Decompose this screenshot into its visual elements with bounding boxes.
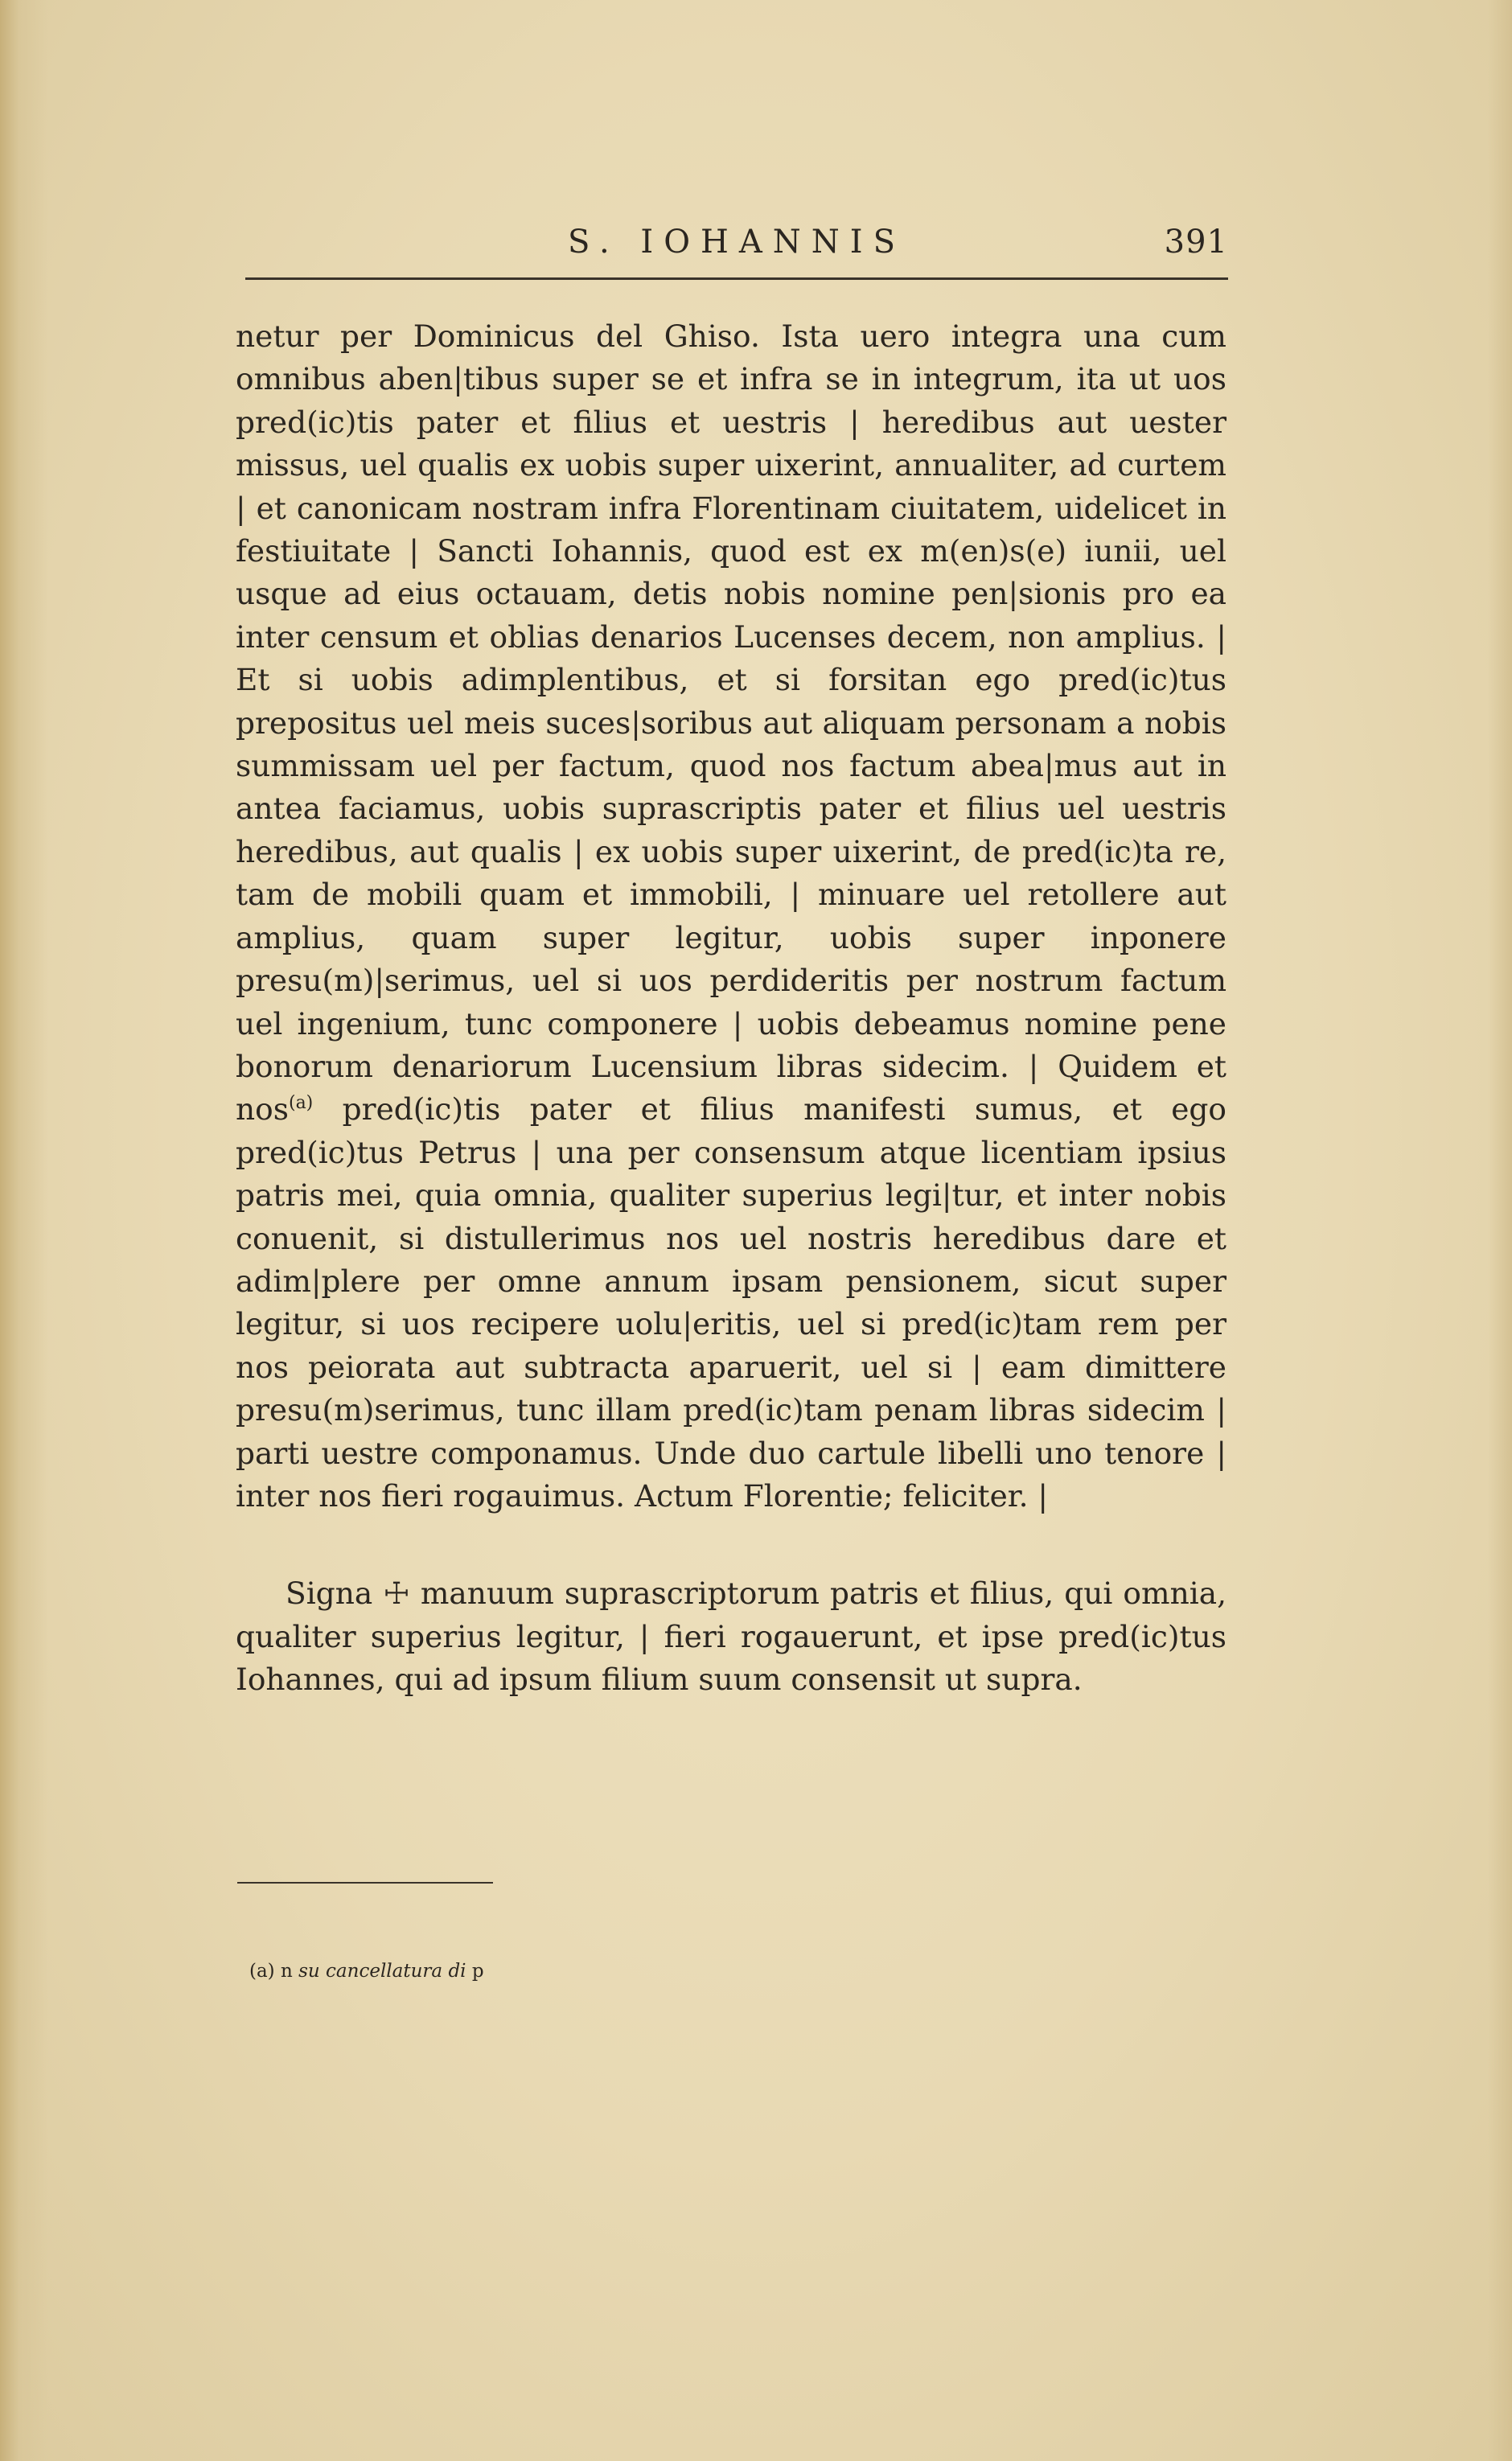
charter-text-part-1: netur per Dominicus del Ghiso. Ista uero integra una cum omnibus aben|tibus super se et infra se in integrum, ita ut uos pred(ic)tis pater et filius et uestris | heredibus aut uester missus, uel qualis ex uobis super uixerint, annualiter, ad curtem | et canonicam nostram infra Florentinam ciuitatem, uidelicet in festiuitate | Sancti Iohannis, quod est ex m(en)s(e) iunii, uel usque ad eius octauam, detis nobis nomine pen|sionis pro ea inter censum et oblias denarios Lucenses decem, non amplius. | Et si uobis adimplentibus, et si forsitan ego pred(ic)tus prepositus uel meis suces|soribus aut aliquam personam a nobis summissam uel per factum, quod nos factum abea|mus aut in antea faciamus, uobis suprascriptis pater et filius uel uestris heredibus, aut qualis | ex uobis super uixerint, de pred(ic)ta re, tam de mobili quam et immobili, | minuare uel retollere aut amplius, quam super legitur, uobis super inponere presu(m)|serimus, uel si uos perdideritis per nostrum factum uel ingenium, tunc componere | uobis debeamus nomine pene bonorum denariorum Lucensium libras sidecim. | Quidem et nos [236, 318, 1226, 1128]
footnote-letter: n [280, 1961, 293, 1982]
header-rule [245, 277, 1228, 280]
page-edge-shadow-right [1488, 0, 1512, 2461]
charter-paragraph [236, 315, 1226, 1518]
page-edge-shadow-left [0, 0, 48, 2461]
running-head [245, 217, 1228, 281]
footnote [249, 1961, 484, 1982]
charter-text-part-2: pred(ic)tis pater et filius manifesti sumus, et ego pred(ic)tus Petrus | una per consensum atque licentiam ipsius patris mei, quia omnia, qualiter superius legi|tur, et inter nobis conuenit, si distullerimus nos uel nostris heredibus dare et adim|plere per omne annum ipsam pensionem, sicut super legitur, si uos recipere uolu|eritis, uel si pred(ic)tam rem per nos peiorata aut subtracta aparuerit, uel si | eam dimittere presu(m)serimus, tunc illam pred(ic)tam penam libras sidecim | parti uestre componamus. Unde duo cartule libelli uno tenore | inter nos fieri rogauimus. Actum Florentie; feliciter. | [236, 1091, 1226, 1514]
footnote-reference: (a) [288, 1093, 314, 1114]
page-number: 391 [1164, 224, 1228, 261]
footnote-label: (a) [249, 1961, 275, 1982]
footnote-rule [237, 1882, 493, 1884]
footnote-text: su cancellatura di [298, 1961, 466, 1982]
main-text [236, 315, 1226, 1702]
running-title: S. IOHANNIS [568, 224, 906, 261]
signa-paragraph: Signa ☩ manuum suprascriptorum patris et filius, qui omnia, qualiter superius legitur, | fieri rogauerunt, et ipse pred(ic)tus Iohannes, qui ad ipsum filium suum consensit ut supra. [236, 1576, 1226, 1698]
footnote-replaced-letter: p [471, 1961, 484, 1982]
